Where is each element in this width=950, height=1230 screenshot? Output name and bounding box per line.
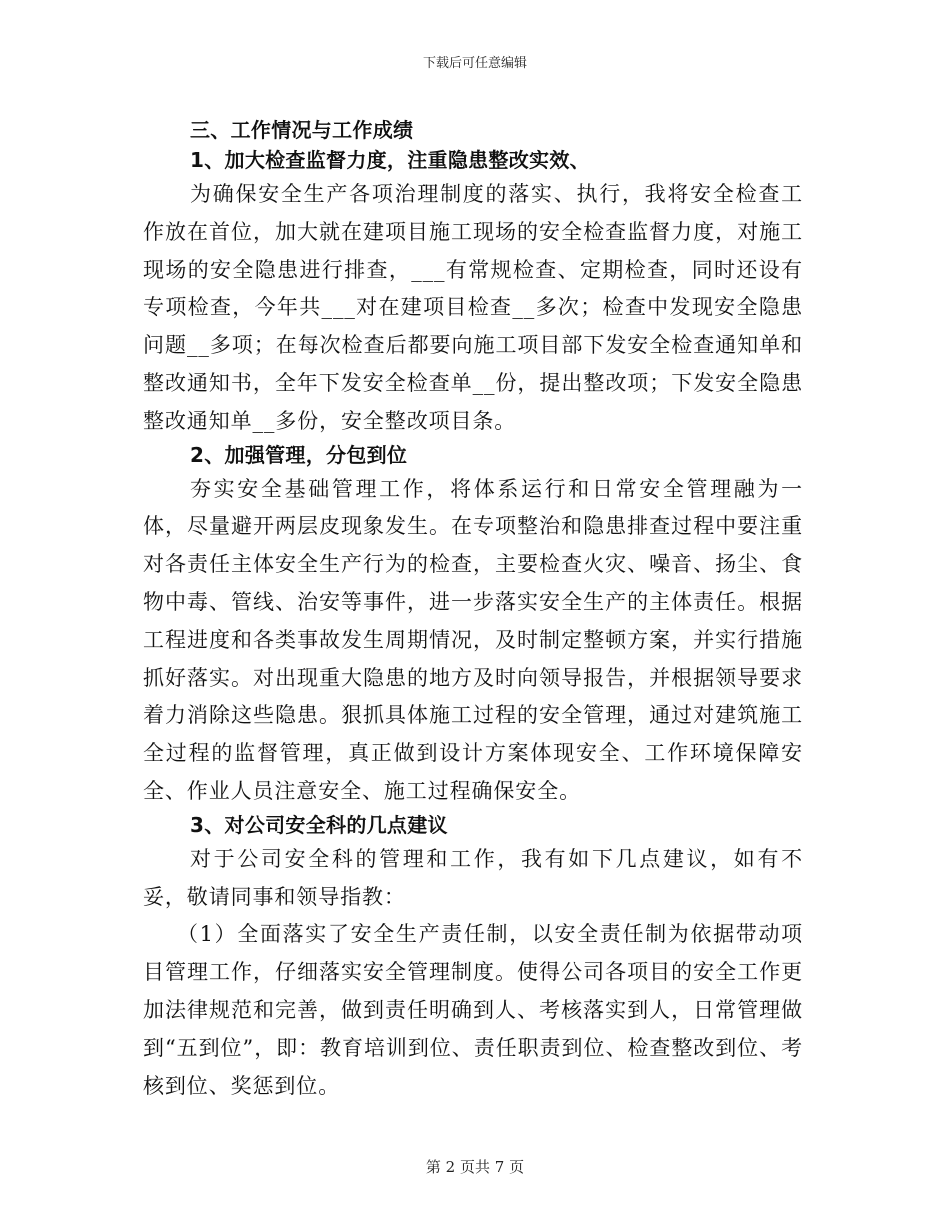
subsection-heading-2: 2、加强管理，分包到位 (190, 442, 408, 467)
paragraph-suggestions-intro: 对于公司安全科的管理和工作，我有如下几点建议，如有不妥，敬请同事和领导指教： (143, 846, 803, 909)
subsection-heading-3: 3、对公司安全科的几点建议 (190, 812, 448, 837)
paragraph-inspection: 为确保安全生产各项治理制度的落实、执行，我将安全检查工作放在首位，加大就在建项目施工现场的安全检查监督力度，对施工现场的安全隐患进行排查，___有常规检查、定期检查，同时还设有专项检查，今年共___对在建项目检查__多次；检查中发现安全隐患问题__多项；在每次检查后都要向施工项目部下发安全检查通知单和整改通知书，全年下发安全检查单__份，提出整改项；下发安全隐患整改通知单__多份，安全整改项目条。 (143, 182, 803, 433)
paragraph-management: 夯实安全基础管理工作，将体系运行和日常安全管理融为一体，尽量避开两层皮现象发生。在专项整治和隐患排查过程中要注重对各责任主体安全生产行为的检查，主要检查火灾、噪音、扬尘、食物中毒、管线、治安等事件，进一步落实安全生产的主体责任。根据工程进度和各类事故发生周期情况，及时制定整顿方案，并实行措施抓好落实。对出现重大隐患的地方及时向领导报告，并根据领导要求着力消除这些隐患。狠抓具体施工过程的安全管理，通过对建筑施工全过程的监督管理，真正做到设计方案体现安全、工作环境保障安全、作业人员注意安全、施工过程确保安全。 (143, 476, 803, 803)
section-title: 三、工作情况与工作成绩 (190, 118, 414, 142)
page-number: 第 2 页共 7 页 (425, 1158, 525, 1176)
suggestion-item-1: （1）全面落实了安全生产责任制，以安全责任制为依据带动项目管理工作，仔细落实安全管理制度。使得公司各项目的安全工作更加法律规范和完善，做到责任明确到人、考核落实到人，日常管理做到“五到位”，即：教育培训到位、责任职责到位、检查整改到位、考核到位、奖惩到位。 (143, 922, 803, 1098)
document-body (143, 116, 803, 1105)
page-header: 下载后可任意编辑 (422, 56, 527, 71)
subsection-heading-1: 1、加大检查监督力度，注重隐患整改实效、 (190, 148, 590, 172)
